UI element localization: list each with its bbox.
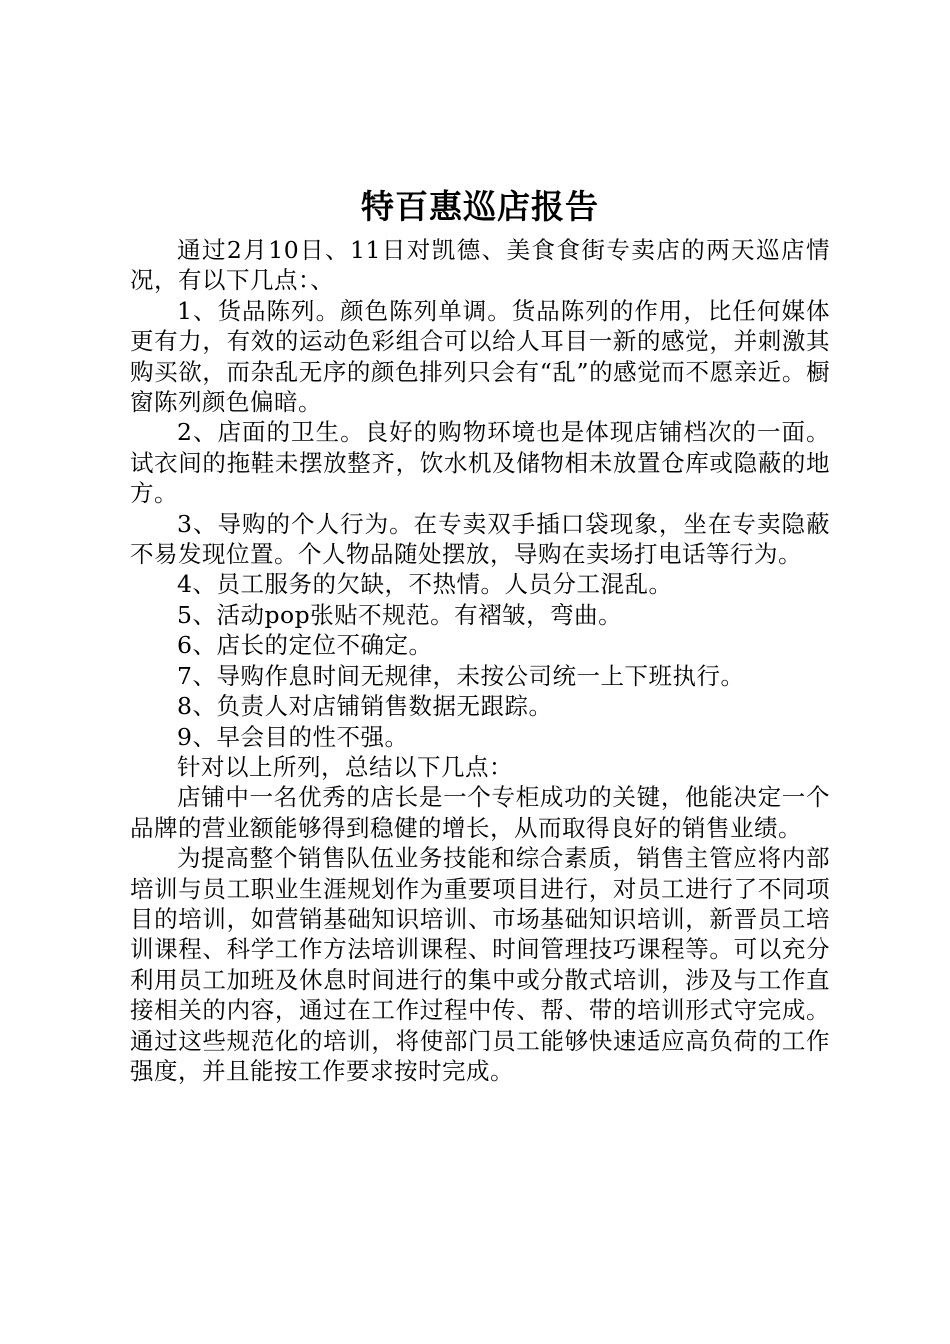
paragraph-item-8: 8、负责人对店铺销售数据无跟踪。: [177, 692, 553, 721]
paragraph-item-3: 3、导购的个人行为。在专卖双手插口袋现象，坐在专卖隐蔽不易发现位置。个人物品随处摆放，导购在卖场打电话等行为。: [130, 509, 830, 569]
paragraph-item-5: 5、活动pop张贴不规范。有褶皱，弯曲。: [177, 600, 623, 629]
paragraph-intro: 通过2月10日、11日对凯德、美食食街专卖店的两天巡店情况，有以下几点：、: [130, 236, 830, 295]
document-title: 特百惠巡店报告: [361, 187, 599, 226]
paragraph-training: 为提高整个销售队伍业务技能和综合素质，销售主管应将内部培训与员工职业生涯规划作为重要项目进行，对员工进行了不同项目的培训，如营销基础知识培训、市场基础知识培训，新晋员工培训课程、科学工作方法培训课程、时间管理技巧课程等。可以充分利用员工加班及休息时间进行的集中或分散式培训，涉及与工作直接相关的内容，通过在工作过程中传、帮、带的培训形式守完成。通过这些规范化的培训，将使部门员工能够快速适应高负荷的工作强度，并且能按工作要求按时完成。: [130, 844, 830, 1085]
paragraph-item-2: 2、店面的卫生。良好的购物环境也是体现店铺档次的一面。试衣间的拖鞋未摆放整齐，饮水机及储物相未放置仓库或隐蔽的地方。: [130, 418, 830, 508]
document-page: [130, 182, 830, 1086]
paragraph-item-9: 9、早会目的性不强。: [177, 722, 409, 751]
paragraph-item-7: 7、导购作息时间无规律，未按公司统一上下班执行。: [177, 661, 745, 690]
paragraph-item-1: 1、货品陈列。颜色陈列单调。货品陈列的作用，比任何媒体更有力，有效的运动色彩组合可以给人耳目一新的感觉，并刺激其购买欲，而杂乱无序的颜色排列只会有“乱”的感觉而不愿亲近。橱窗陈列颜色偏暗。: [130, 296, 830, 417]
paragraph-store-manager: 店铺中一名优秀的店长是一个专柜成功的关键，他能决定一个品牌的营业额能够得到稳健的增长，从而取得良好的销售业绩。: [130, 783, 830, 842]
paragraph-summary-lead: 针对以上所列，总结以下几点：: [177, 752, 513, 781]
paragraph-item-4: 4、员工服务的欠缺，不热情。人员分工混乱。: [177, 570, 673, 599]
paragraph-item-6: 6、店长的定位不确定。: [177, 631, 433, 660]
